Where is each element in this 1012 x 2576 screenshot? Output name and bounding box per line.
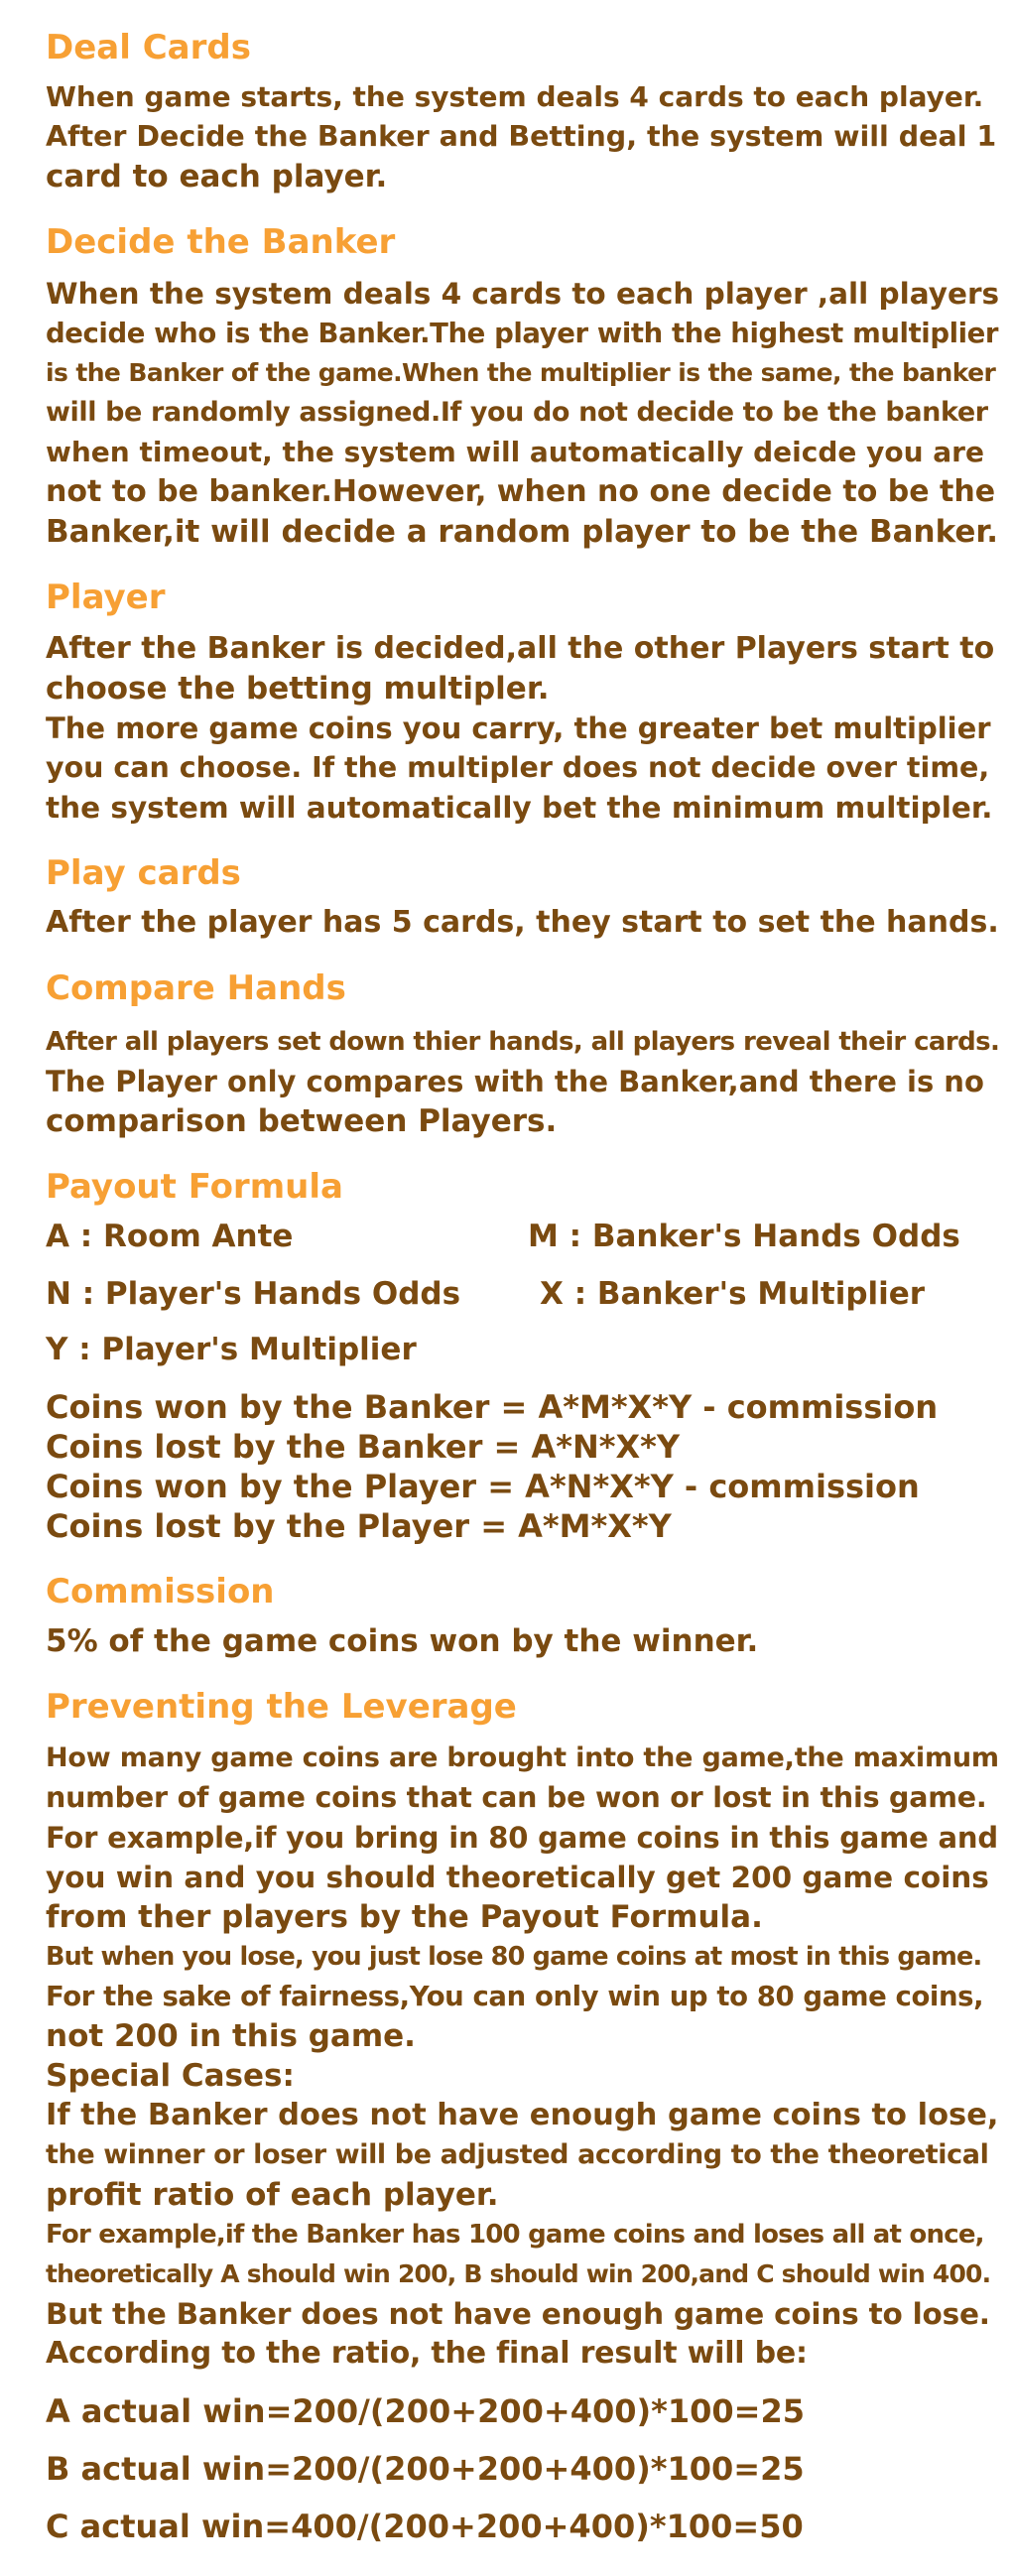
leverage-text: But the Banker does not have enough game coins to lose. — [46, 2297, 990, 2331]
leverage-text: the winner or loser will be adjusted according to the theoretical — [46, 2139, 989, 2170]
heading-commission: Commission — [46, 1572, 275, 1611]
leverage-text: But when you lose, you just lose 80 game coins at most in this game. — [46, 1942, 982, 1972]
player-text: the system will automatically bet the minimum multipler. — [46, 791, 993, 825]
deal-cards-text: After Decide the Banker and Betting, the system will deal 1 — [46, 120, 997, 153]
formula-line: Coins won by the Player = A*N*X*Y - commission — [46, 1468, 920, 1505]
decide-banker-text: decide who is the Banker.The player with the highest multiplier — [46, 318, 999, 349]
leverage-text: For example,if you bring in 80 game coins in this game and — [46, 1821, 998, 1855]
result-line: C actual win=400/(200+200+400)*100=50 — [46, 2508, 804, 2545]
deal-cards-text: When game starts, the system deals 4 cards to each player. — [46, 80, 984, 113]
legend-banker-hands-odds: M : Banker's Hands Odds — [528, 1219, 960, 1254]
leverage-text: theoretically A should win 200, B should win 200,and C should win 400. — [46, 2259, 991, 2288]
legend-room-ante: A : Room Ante — [46, 1219, 294, 1254]
heading-payout-formula: Payout Formula — [46, 1167, 343, 1207]
deal-cards-text: card to each player. — [46, 159, 388, 194]
player-text: After the Banker is decided,all the other Players start to — [46, 631, 995, 666]
leverage-text: from ther players by the Payout Formula. — [46, 1899, 763, 1935]
formula-line: Coins lost by the Banker = A*N*X*Y — [46, 1428, 681, 1466]
heading-decide-banker: Decide the Banker — [46, 222, 396, 262]
decide-banker-text: will be randomly assigned.If you do not decide to be the banker — [46, 397, 988, 428]
result-line: A actual win=200/(200+200+400)*100=25 — [46, 2392, 805, 2430]
formula-line: Coins won by the Banker = A*M*X*Y - commission — [46, 1388, 939, 1426]
legend-banker-multiplier: X : Banker's Multiplier — [540, 1276, 926, 1312]
leverage-text: If the Banker does not have enough game coins to lose, — [46, 2098, 999, 2132]
compare-hands-text: The Player only compares with the Banker,and there is no — [46, 1065, 984, 1098]
compare-hands-text: After all players set down thier hands, all players reveal their cards. — [46, 1027, 1000, 1057]
heading-play-cards: Play cards — [46, 853, 241, 893]
leverage-text: According to the ratio, the final result will be: — [46, 2336, 808, 2371]
heading-compare-hands: Compare Hands — [46, 968, 346, 1008]
decide-banker-text: is the Banker of the game.When the multiplier is the same, the banker — [46, 358, 996, 387]
leverage-text: How many game coins are brought into the game,the maximum — [46, 1742, 999, 1773]
leverage-text: profit ratio of each player. — [46, 2177, 499, 2213]
decide-banker-text: Banker,it will decide a random player to be the Banker. — [46, 514, 999, 550]
decide-banker-text: not to be banker.However, when no one decide to be the — [46, 474, 996, 509]
commission-text: 5% of the game coins won by the winner. — [46, 1623, 759, 1659]
player-text: The more game coins you carry, the greater bet multiplier — [46, 711, 991, 745]
heading-preventing-leverage: Preventing the Leverage — [46, 1687, 517, 1727]
decide-banker-text: When the system deals 4 cards to each player ,all players — [46, 277, 1000, 311]
leverage-text: you win and you should theoretically get 200 game coins — [46, 1861, 989, 1894]
heading-deal-cards: Deal Cards — [46, 28, 251, 67]
compare-hands-text: comparison between Players. — [46, 1103, 558, 1139]
player-text: choose the betting multipler. — [46, 671, 550, 707]
player-text: you can choose. If the multipler does not decide over time, — [46, 751, 990, 784]
formula-line: Coins lost by the Player = A*M*X*Y — [46, 1507, 672, 1545]
decide-banker-text: when timeout, the system will automatically deicde you are — [46, 436, 984, 468]
leverage-text: number of game coins that can be won or lost in this game. — [46, 1781, 987, 1814]
heading-player: Player — [46, 578, 166, 617]
leverage-text: not 200 in this game. — [46, 2018, 416, 2054]
leverage-text: For example,if the Banker has 100 game coins and loses all at once, — [46, 2220, 984, 2250]
legend-player-hands-odds: N : Player's Hands Odds — [46, 1276, 461, 1312]
legend-player-multiplier: Y : Player's Multiplier — [46, 1332, 417, 1367]
leverage-text: For the sake of fairness,You can only win up to 80 game coins, — [46, 1981, 984, 2012]
leverage-text: Special Cases: — [46, 2058, 295, 2094]
play-cards-text: After the player has 5 cards, they start to set the hands. — [46, 905, 999, 940]
result-line: B actual win=200/(200+200+400)*100=25 — [46, 2450, 805, 2488]
